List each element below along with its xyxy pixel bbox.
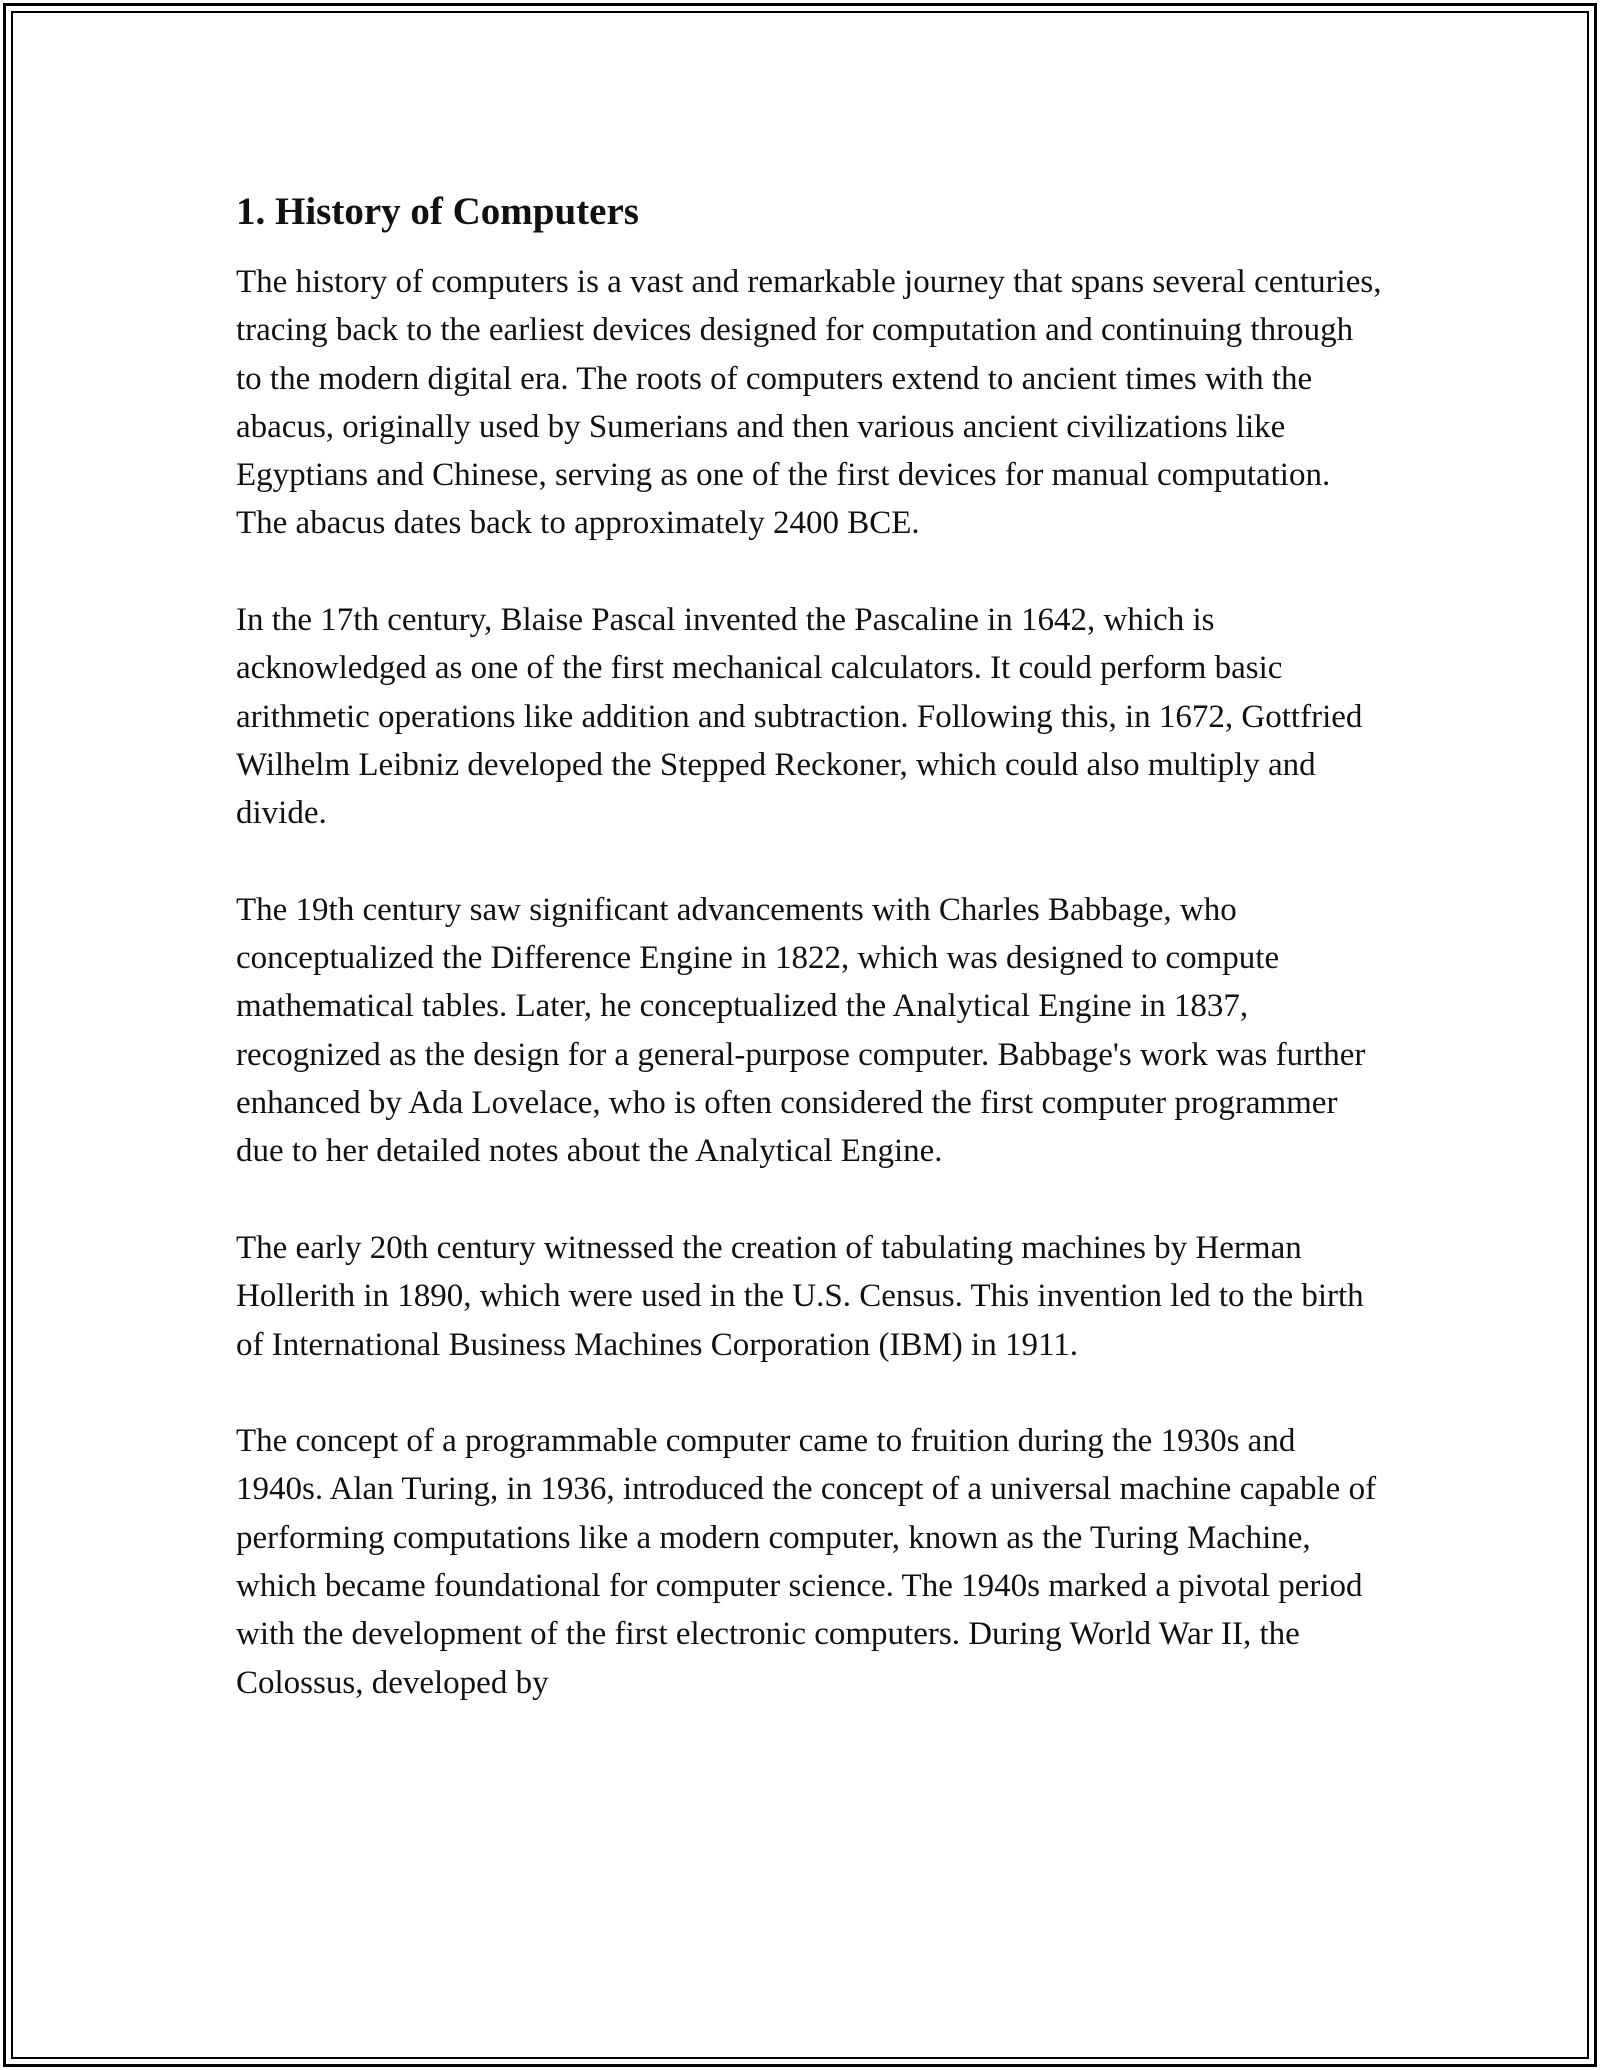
- paragraph-17th-century: In the 17th century, Blaise Pascal invented the Pascaline in 1642, which is acknowledged as one of the first mechanical calculators. It could perform basic arithmetic operations like addition and subtraction. Following this, in 1672, Gottfried Wilhelm Leibniz developed the Stepped Reckoner, which could also multiply and divide.: [236, 602, 1363, 832]
- paragraph-19th-century: The 19th century saw significant advancements with Charles Babbage, who conceptualized the Difference Engine in 1822, which was designed to compute mathematical tables. Later, he conceptualized the Analytical Engine in 1837, recognized as the design for a general-purpose computer. Babbage's work was further enhanced by Ada Lovelace, who is often considered the first computer programmer due to her detailed notes about the Analytical Engine.: [236, 891, 1366, 1170]
- paragraph-early-20th-century: The early 20th century witnessed the creation of tabulating machines by Herman Hollerith in 1890, which were used in the U.S. Census. This invention led to the birth of International Business Machines Corporation (IBM) in 1911.: [236, 1229, 1364, 1363]
- paragraph-abacus: The history of computers is a vast and remarkable journey that spans several centuries, tracing back to the earliest devices designed for computation and continuing through to the modern digital era. The roots of computers extend to ancient times with the abacus, originally used by Sumerians and then various ancient civilizations like Egyptians and Chinese, serving as one of the first devices for manual computation. The abacus dates back to approximately 2400 BCE.: [236, 264, 1382, 542]
- paragraph-programmable-computer: The concept of a programmable computer came to fruition during the 1930s and 1940s. Alan Turing, in 1936, introduced the concept of a universal machine capable of performing computations like a modern computer, known as the Turing Machine, which became foundational for computer science. The 1940s marked a pivotal period with the development of the first electronic computers. During World War II, the Colossus, developed by: [236, 1423, 1377, 1701]
- document-body: [236, 186, 1386, 1707]
- section-heading: 1. History of Computers: [236, 190, 639, 233]
